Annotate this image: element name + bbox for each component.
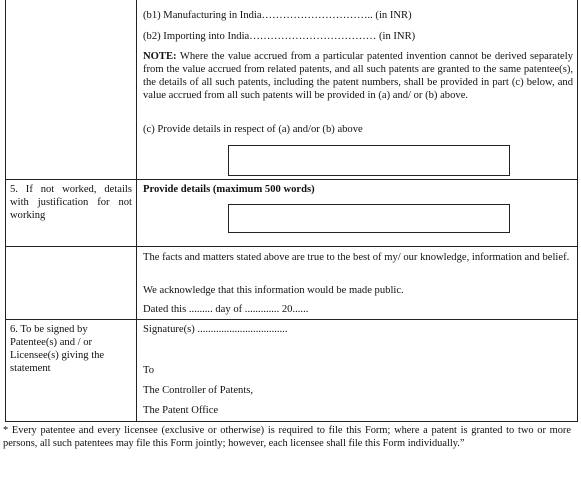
declaration-dated: Dated this ......... day of ............. 20...... [143,304,309,315]
row5-label: 5. If not worked, details with justification for not working [10,184,132,221]
row-divider-5-declaration [5,246,578,247]
declaration-acknowledge: We acknowledge that this information would be made public. [143,285,404,296]
row5-details-field[interactable] [228,204,510,233]
note-text: Where the value accrued from a particular patented invention cannot be derived separately from the value accrued from related patents, and all such patents are granted to the same patentee(s), the details of all such patents, including the patent numbers, shall be provided in part (c) below, and value accrued from all such patents will be provided in (a) and/ or (b) above. [143,51,573,101]
row6-label: 6. To be signed by Patentee(s) and / or Licensee(s) giving the statement [10,324,105,374]
declaration-facts: The facts and matters stated above are true to the best of my/ our knowledge, information and belief. [143,252,570,263]
table-bottom-border [5,421,578,422]
controller-address: The Controller of Patents, [143,385,254,396]
part-c-instruction: (c) Provide details in respect of (a) and/or (b) above [143,124,363,135]
row5-provide-details: Provide details (maximum 500 words) [143,184,315,195]
signature-line: Signature(s) .................................. [143,324,288,335]
b2-importing-line: (b2) Importing into India……………………………… (in INR) [143,31,416,42]
note-label: NOTE: [143,51,177,62]
table-column-divider [136,0,137,422]
row-divider-declaration-6 [5,319,578,320]
footnote: * Every patentee and every licensee (exclusive or otherwise) is required to file this Form; where a patent is granted to two or more persons, all such patentees may file this Form jointly; however, each licensee shall file this Form individually.” [3,425,571,449]
table-left-border [5,0,6,422]
table-right-border [577,0,578,422]
row-divider-4-5 [5,179,578,180]
to-label: To [143,365,155,376]
patent-office-address: The Patent Office [143,405,219,416]
note-paragraph [143,50,573,102]
part-c-details-field[interactable] [228,145,510,176]
b1-manufacturing-line: (b1) Manufacturing in India………………………….. (in INR) [143,10,412,21]
